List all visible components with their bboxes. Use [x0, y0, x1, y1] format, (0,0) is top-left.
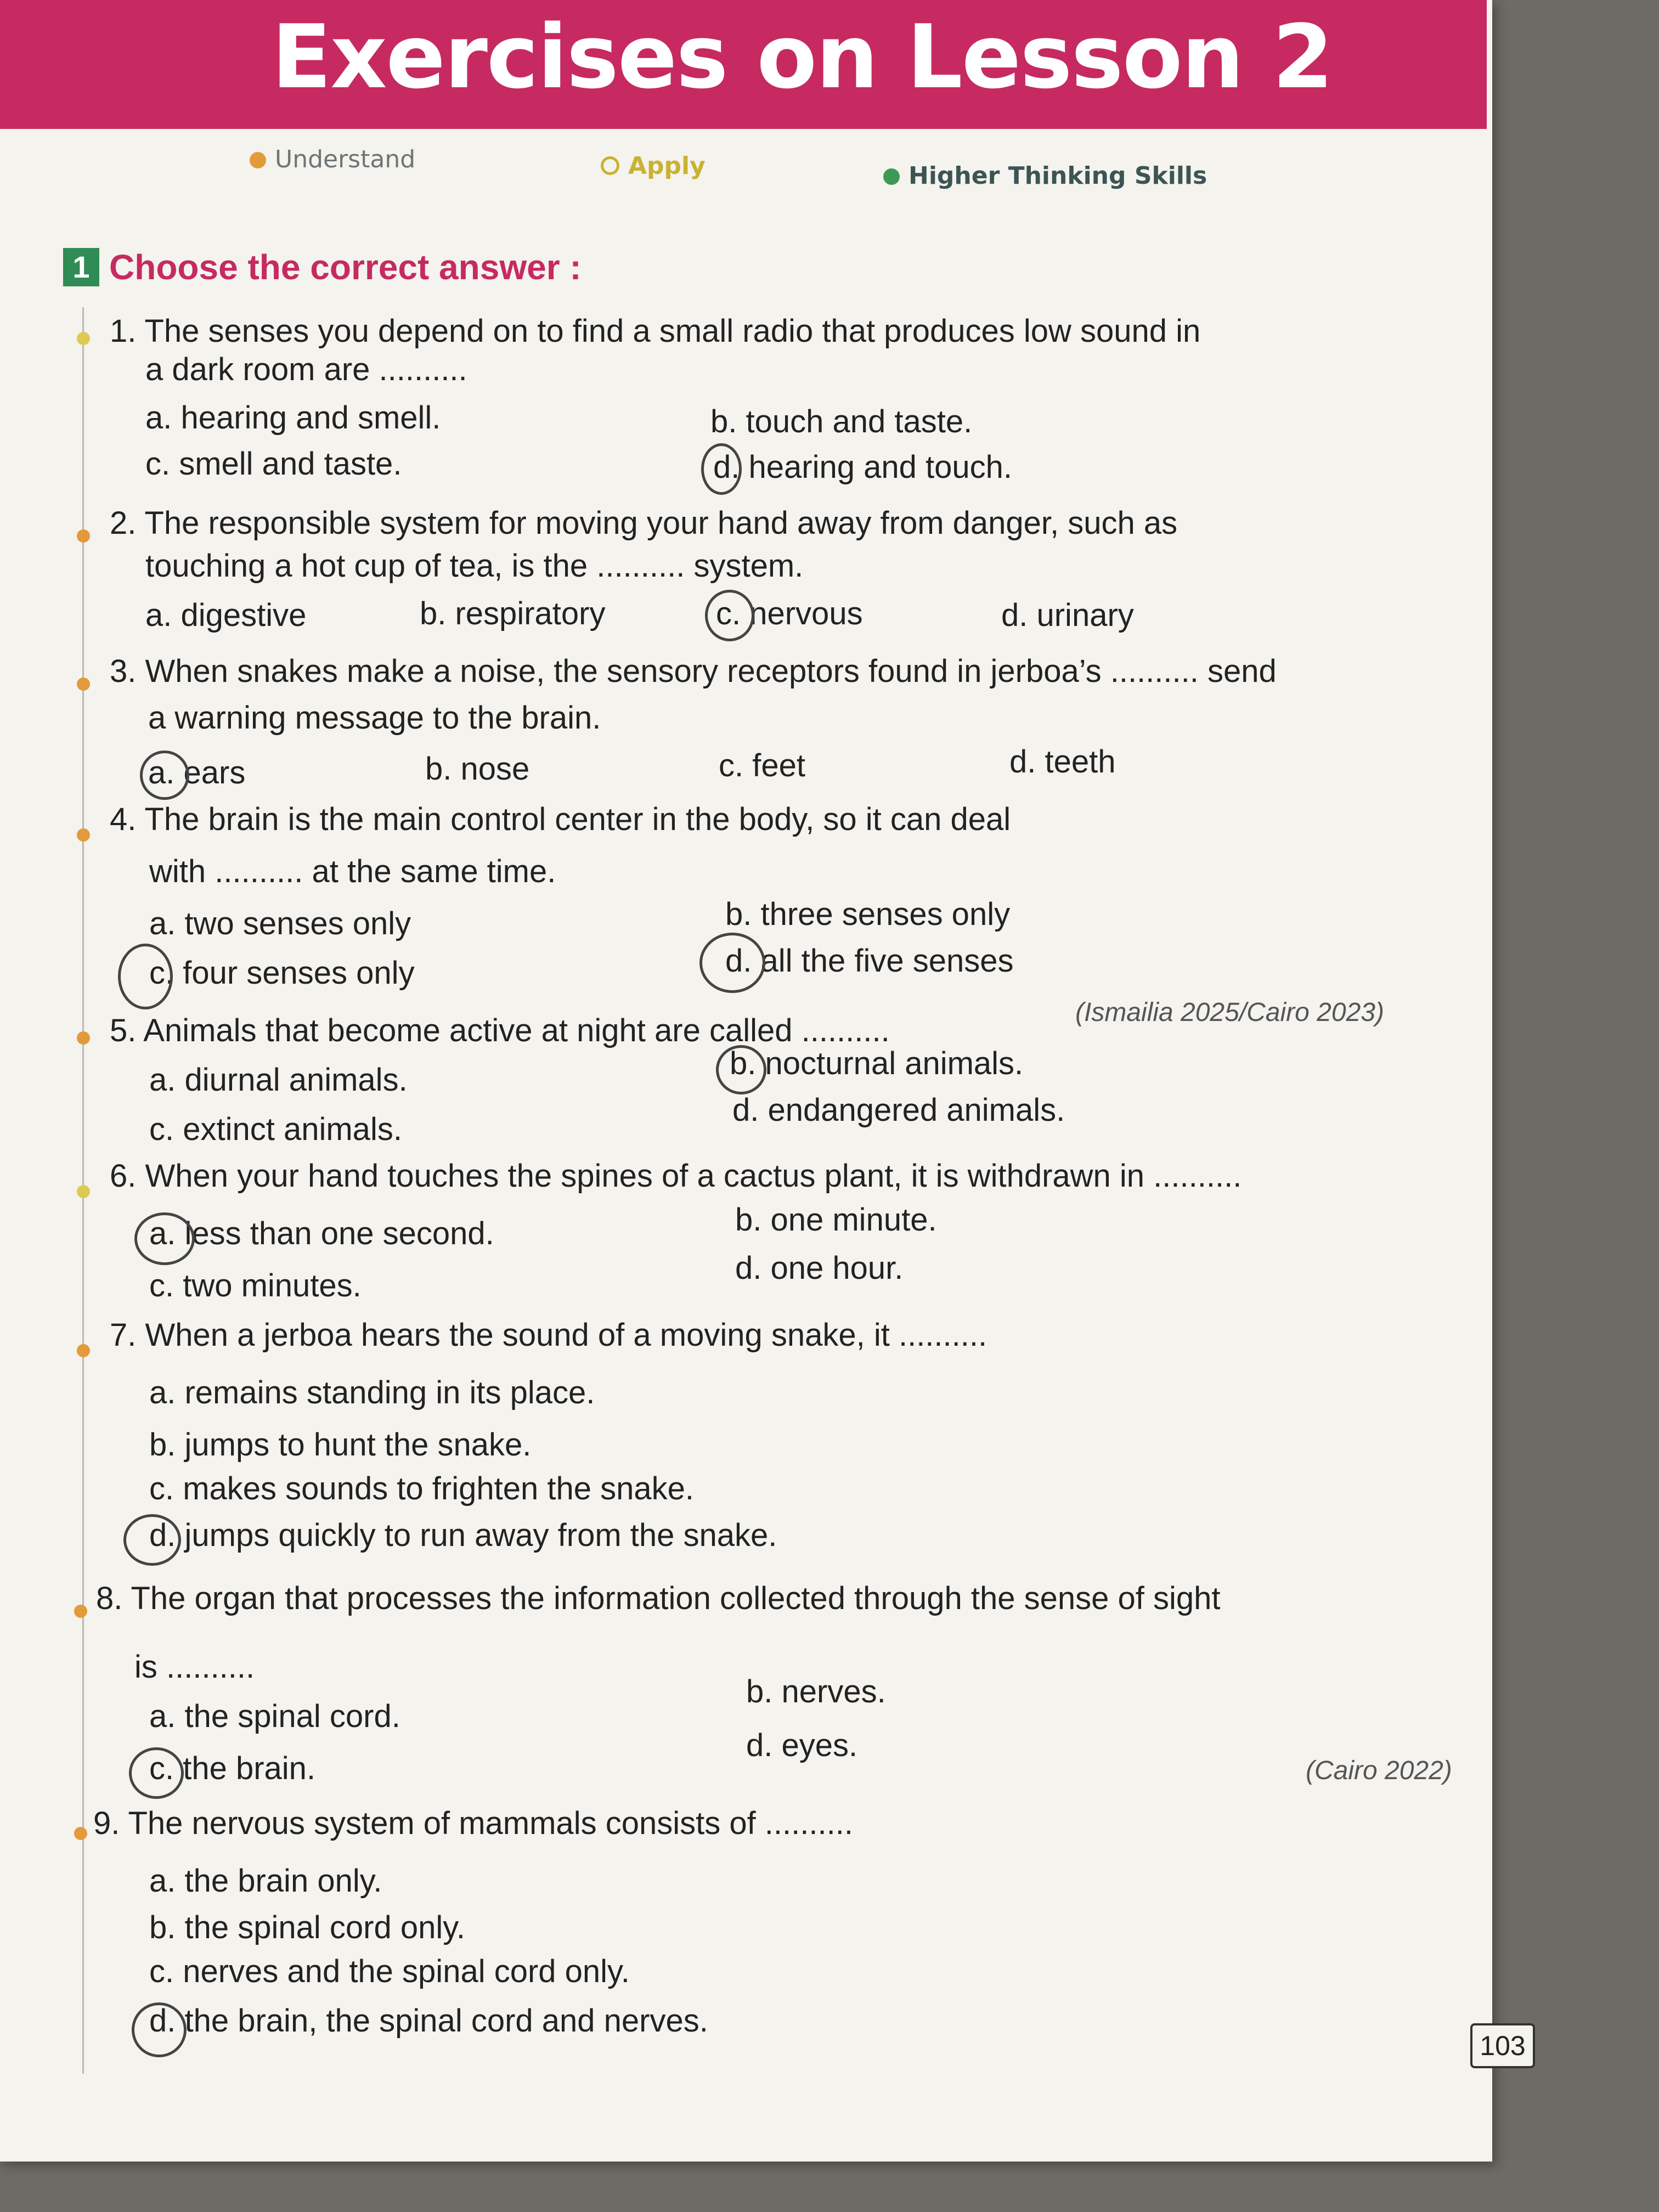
option: c. four senses only	[149, 955, 415, 991]
option: d. one hour.	[735, 1250, 904, 1286]
legend-understand: Understand	[250, 145, 415, 173]
option: b. one minute.	[735, 1202, 937, 1238]
question-text: 3. When snakes make a noise, the sensory receptors found in jerboa’s .......... send	[110, 653, 1277, 689]
question-text: 6. When your hand touches the spines of a cactus plant, it is withdrawn in ..........	[110, 1158, 1242, 1194]
difficulty-dot-icon	[74, 1605, 87, 1618]
answer-circle	[699, 933, 765, 993]
option: d. endangered animals.	[732, 1092, 1065, 1128]
option: d. urinary	[1001, 597, 1134, 633]
page-title: Exercises on Lesson 2	[272, 5, 1333, 108]
option-selected: c. the brain.	[149, 1751, 316, 1786]
option: c. nerves and the spinal cord only.	[149, 1954, 630, 1989]
option-selected: d. hearing and touch.	[713, 449, 1012, 485]
question-text: 9. The nervous system of mammals consists of ..........	[93, 1805, 853, 1841]
option: b. the spinal cord only.	[149, 1910, 466, 1945]
answer-circle	[129, 1747, 184, 1799]
legend-apply: Apply	[601, 152, 706, 180]
question-text: 5. Animals that become active at night are called ..........	[110, 1013, 890, 1048]
legend-higher-thinking: Higher Thinking Skills	[883, 162, 1207, 190]
section-title: Choose the correct answer :	[109, 247, 582, 287]
option-selected: a. ears	[148, 755, 246, 791]
difficulty-dot-icon	[77, 828, 90, 842]
option: a. the spinal cord.	[149, 1699, 400, 1734]
option: a. digestive	[145, 597, 307, 633]
answer-circle	[118, 944, 173, 1009]
option-selected: d. jumps quickly to run away from the snake.	[149, 1517, 777, 1553]
option: a. hearing and smell.	[145, 400, 441, 436]
option-selected: d. the brain, the spinal cord and nerves.	[149, 2003, 708, 2039]
option: d. eyes.	[746, 1728, 858, 1763]
difficulty-dot-icon	[77, 1185, 90, 1198]
answer-circle	[716, 1045, 766, 1094]
difficulty-dot-icon	[77, 1031, 90, 1045]
question-text: 8. The organ that processes the information collected through the sense of sight	[96, 1581, 1221, 1616]
option: a. remains standing in its place.	[149, 1375, 595, 1410]
option: b. touch and taste.	[710, 404, 973, 439]
exam-source: (Cairo 2022)	[1306, 1756, 1452, 1785]
answer-circle	[140, 751, 189, 800]
difficulty-dot-icon	[74, 1827, 87, 1840]
answer-circle	[123, 1514, 181, 1566]
question-text: 7. When a jerboa hears the sound of a moving snake, it ..........	[110, 1317, 988, 1353]
option: b. nerves.	[746, 1674, 886, 1709]
option: b. respiratory	[420, 596, 606, 631]
question-text: with .......... at the same time.	[149, 854, 556, 889]
option-selected: d. all the five senses	[725, 943, 1014, 979]
exam-source: (Ismailia 2025/Cairo 2023)	[1075, 998, 1384, 1027]
question-text: a warning message to the brain.	[148, 700, 601, 736]
page-number: 103	[1470, 2023, 1535, 2068]
option: a. two senses only	[149, 906, 411, 941]
answer-circle	[701, 443, 742, 495]
option: b. jumps to hunt the snake.	[149, 1427, 532, 1463]
option: c. extinct animals.	[149, 1111, 402, 1147]
question-text: is ..........	[134, 1649, 255, 1685]
question-text: touching a hot cup of tea, is the .......... system.	[145, 548, 804, 584]
option-selected: b. nocturnal animals.	[730, 1046, 1024, 1081]
difficulty-dot-icon	[77, 529, 90, 543]
answer-circle	[134, 1212, 195, 1265]
difficulty-dot-icon	[77, 1344, 90, 1357]
option: c. smell and taste.	[145, 446, 402, 482]
question-text: 2. The responsible system for moving your hand away from danger, such as	[110, 505, 1178, 541]
question-text: 4. The brain is the main control center in the body, so it can deal	[110, 802, 1011, 837]
option: c. feet	[719, 748, 805, 783]
option-selected: a. less than one second.	[149, 1216, 494, 1251]
option: b. nose	[425, 751, 530, 787]
difficulty-dot-icon	[77, 678, 90, 691]
option: a. the brain only.	[149, 1863, 382, 1899]
option: c. makes sounds to frighten the snake.	[149, 1471, 694, 1506]
question-text: a dark room are ..........	[145, 352, 467, 387]
question-text: 1. The senses you depend on to find a small radio that produces low sound in	[110, 313, 1201, 349]
option: d. teeth	[1009, 744, 1116, 780]
option: a. diurnal animals.	[149, 1062, 408, 1098]
option: b. three senses only	[725, 896, 1011, 932]
answer-circle	[132, 2002, 187, 2057]
answer-circle	[705, 590, 754, 641]
option: c. two minutes.	[149, 1268, 362, 1304]
difficulty-dot-icon	[77, 332, 90, 345]
section-number-badge: 1	[63, 248, 99, 286]
option-selected: c. nervous	[716, 596, 863, 631]
